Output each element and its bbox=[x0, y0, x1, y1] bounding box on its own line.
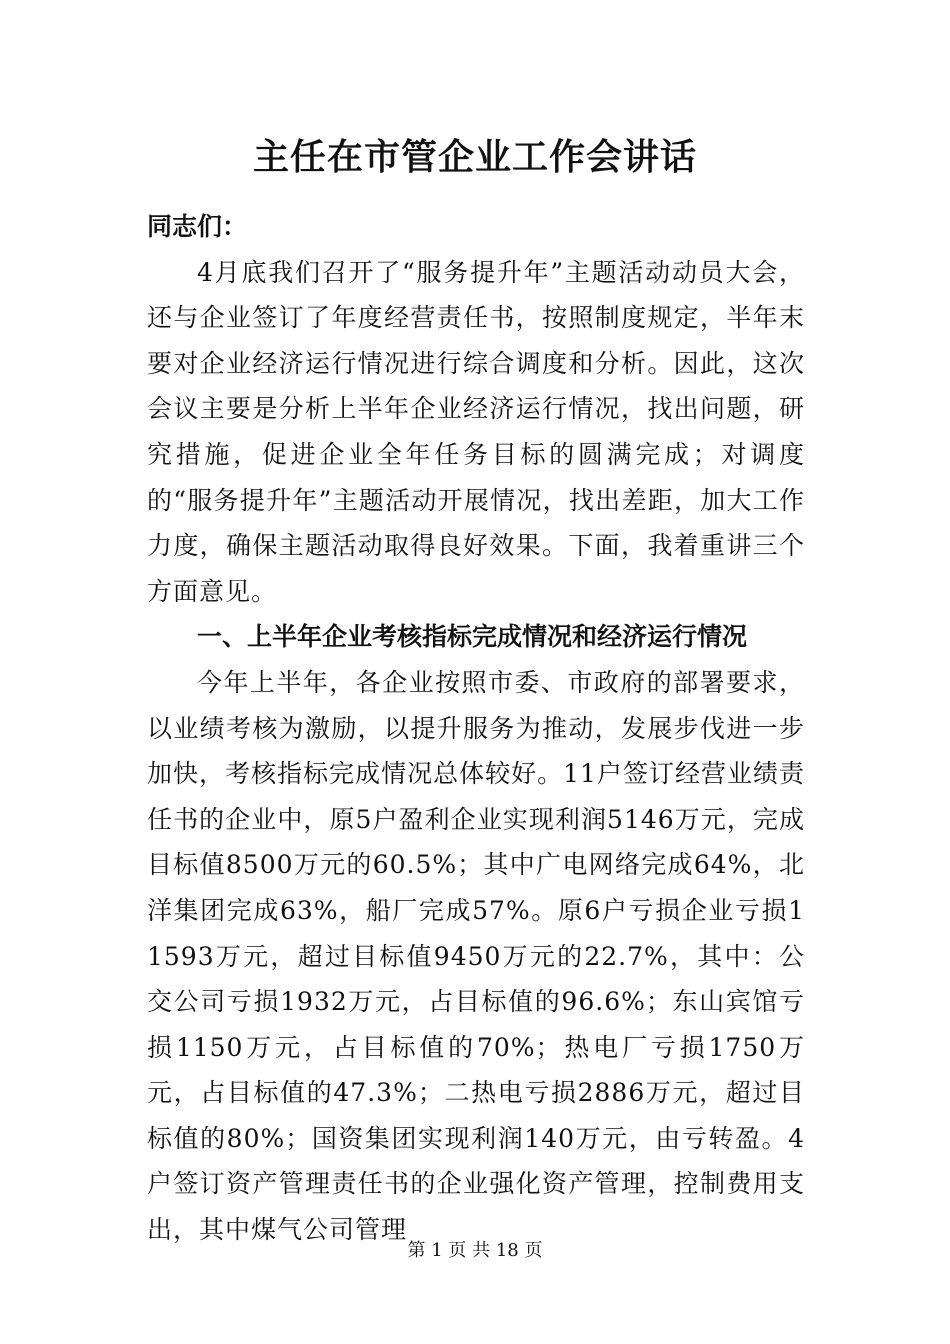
section-heading-1: 一、上半年企业考核指标完成情况和经济运行情况 bbox=[197, 622, 748, 652]
document-body bbox=[147, 204, 805, 1253]
intro-paragraph: 4月底我们召开了“服务提升年”主题活动动员大会，还与企业签订了年度经营责任书，按照制度规定，半年末要对企业经济运行情况进行综合调度和分析。因此，这次会议主要是分析上半年企业经济运行情况，找出问题，研究措施，促进企业全年任务目标的圆满完成；对调度的“服务提升年”主题活动开展情况，找出差距，加大工作力度，确保主题活动取得良好效果。下面，我着重讲三个方面意见。 bbox=[147, 257, 805, 606]
document-title: 主任在市管企业工作会讲话 bbox=[252, 137, 697, 178]
section-1-paragraph: 今年上半年，各企业按照市委、市政府的部署要求，以业绩考核为激励，以提升服务为推动，发展步伐进一步加快，考核指标完成情况总体较好。11户签订经营业绩责任书的企业中，原5户盈利企业实现利润5146万元，完成目标值8500万元的60.5%；其中广电网络完成64%，北洋集团完成63%，船厂完成57%。原6户亏损企业亏损11593万元，超过目标值9450万元的22.7%，其中：公交公司亏损1932万元，占目标值的96.6%；东山宾馆亏损1150万元，占目标值的70%；热电厂亏损1750万元，占目标值的47.3%；二热电亏损2886万元，超过目标值的80%；国资集团实现利润140万元，由亏转盈。4户签订资产管理责任书的企业强化资产管理，控制费用支出，其中煤气公司管理 bbox=[147, 667, 805, 1245]
salutation: 同志们： bbox=[147, 212, 248, 241]
page-number-footer: 第 1 页 共 18 页 bbox=[407, 1240, 543, 1261]
